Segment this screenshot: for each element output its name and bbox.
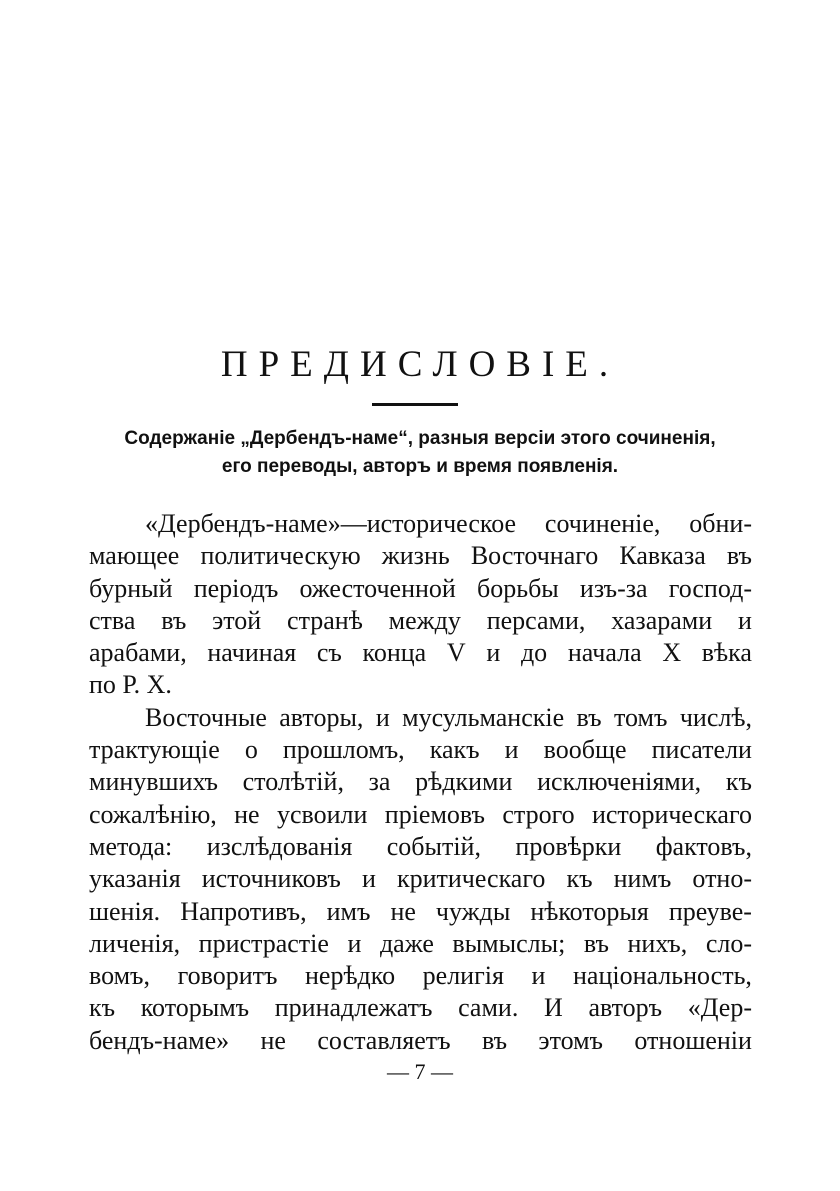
text-line [89, 960, 752, 992]
word: пріемовъ [384, 799, 485, 829]
word: писатели [651, 735, 752, 765]
word: этомъ [538, 1025, 603, 1055]
word: арабами, [89, 638, 187, 668]
word: бендъ-наме» [89, 1025, 230, 1055]
word: составляетъ [317, 1025, 451, 1055]
word: «Дер- [687, 993, 752, 1023]
word: нерѣдко [304, 961, 396, 991]
word: начиная [207, 638, 297, 668]
paragraph [89, 508, 752, 702]
body-text [89, 508, 752, 1057]
word: мусульманскіе [402, 702, 565, 732]
word: въ [161, 605, 187, 635]
word: пристрастіе [198, 928, 329, 958]
word: конца [362, 638, 427, 668]
word: указанія [89, 864, 181, 894]
page-number: — 7 — [387, 1059, 453, 1084]
word: шенія. [89, 896, 161, 926]
word: авторы, [279, 702, 364, 732]
word: борьбы [476, 573, 559, 603]
word: національность, [573, 961, 752, 991]
word: Восточные [145, 702, 267, 732]
title-divider [372, 403, 458, 406]
word: преуве- [668, 896, 752, 926]
word: и [361, 864, 376, 894]
word: трактующіе [89, 735, 220, 765]
word: принадлежатъ [274, 993, 433, 1023]
word: съ [316, 638, 342, 668]
word: между [388, 605, 461, 635]
word: и [531, 961, 546, 991]
word: рѣдкими [415, 767, 513, 797]
word: томъ [614, 702, 668, 732]
word: за [368, 767, 391, 797]
word: изслѣдованія [206, 831, 353, 861]
word: ожесточенной [299, 573, 456, 603]
word: и [375, 702, 390, 732]
word: не [234, 799, 260, 829]
text-line [89, 1025, 752, 1057]
text-line [89, 928, 752, 960]
word: исключеніями, [537, 767, 702, 797]
word: вымыслы; [452, 928, 566, 958]
word: къ [725, 767, 752, 797]
word: усвоили [276, 799, 368, 829]
text-line [89, 540, 752, 572]
word: періодъ [193, 573, 279, 603]
word: къ [89, 993, 116, 1023]
word: «Дербендъ-наме»—историческое [145, 509, 517, 538]
word: до [520, 638, 548, 668]
word: вѣка [701, 638, 752, 668]
text-line [89, 799, 752, 831]
word: о [244, 735, 258, 765]
word: этой [212, 605, 262, 635]
chapter-summary-line: его переводы, авторъ и время появленія. [221, 456, 619, 477]
word: даже [379, 928, 434, 958]
word: числѣ, [679, 702, 752, 732]
word: историческаго [591, 799, 752, 829]
word: Напротивъ, [180, 896, 307, 926]
word: столѣтій, [242, 767, 344, 797]
text-line [89, 831, 752, 863]
word: строго [502, 799, 575, 829]
text-line [89, 573, 752, 605]
word: Кавказа [619, 541, 706, 571]
word: по Р. Х. [89, 670, 172, 700]
word: въ [726, 541, 752, 571]
word: провѣрки [515, 831, 622, 861]
word: фактовъ, [655, 831, 752, 861]
word: И [544, 993, 563, 1023]
word: обни- [689, 509, 752, 538]
chapter-summary-line: Содержаніе „Дербендъ-наме“, разныя версіи этого сочиненія, [124, 428, 716, 449]
word: въ [481, 1025, 508, 1055]
word: изъ-за [579, 573, 648, 603]
word: религія [422, 961, 504, 991]
text-line [89, 863, 752, 895]
word: жизнь [381, 541, 450, 571]
chapter-summary [60, 425, 780, 481]
word: событій, [386, 831, 481, 861]
word: прошломъ, [282, 735, 405, 765]
word: сло- [705, 928, 752, 958]
word: сожалѣнію, [89, 799, 217, 829]
text-line [89, 702, 752, 734]
text-line [89, 637, 752, 669]
word: не [390, 896, 416, 926]
word: минувшихъ [89, 767, 218, 797]
page-title: ПРЕДИСЛОВІЕ. [220, 344, 620, 385]
word: отношеніи [634, 1025, 752, 1055]
text-line [89, 734, 752, 766]
word: и [486, 638, 501, 668]
text-line [89, 896, 752, 928]
word: сочиненіе, [544, 509, 661, 538]
word: странѣ [287, 605, 363, 635]
word: и [347, 928, 362, 958]
word: персами, [486, 605, 586, 635]
word: нимъ [613, 864, 672, 894]
word: имъ [326, 896, 371, 926]
word: въ [583, 928, 609, 958]
text-line [89, 605, 752, 637]
word: и [737, 605, 752, 635]
word: критическаго [396, 864, 546, 894]
word: личенія, [89, 928, 181, 958]
word: нѣкоторыя [530, 896, 649, 926]
word: мающее [89, 541, 180, 571]
word: вообще [543, 735, 627, 765]
word: политическую [200, 541, 361, 571]
word: какъ [429, 735, 480, 765]
word: которымъ [140, 993, 250, 1023]
word: къ [566, 864, 593, 894]
word: ства [89, 605, 136, 635]
word: V [446, 638, 466, 668]
word: нихъ, [627, 928, 688, 958]
word: источниковъ [201, 864, 341, 894]
word: и [504, 735, 519, 765]
word: чужды [435, 896, 511, 926]
word: не [260, 1025, 286, 1055]
word: отно- [692, 864, 752, 894]
word: въ [576, 702, 602, 732]
text-line [89, 508, 752, 540]
word: вомъ, [89, 961, 151, 991]
word: метода: [89, 831, 173, 861]
word: сами. [458, 993, 519, 1023]
word: бурный [89, 573, 173, 603]
word: господ- [668, 573, 752, 603]
word: X [662, 638, 682, 668]
word: хазарами [611, 605, 713, 635]
word: говоритъ [177, 961, 278, 991]
paragraph [89, 702, 752, 1057]
word: авторъ [588, 993, 663, 1023]
text-line [89, 992, 752, 1024]
word: начала [567, 638, 642, 668]
text-line [89, 766, 752, 798]
text-line [89, 669, 752, 701]
word: Восточнаго [470, 541, 599, 571]
